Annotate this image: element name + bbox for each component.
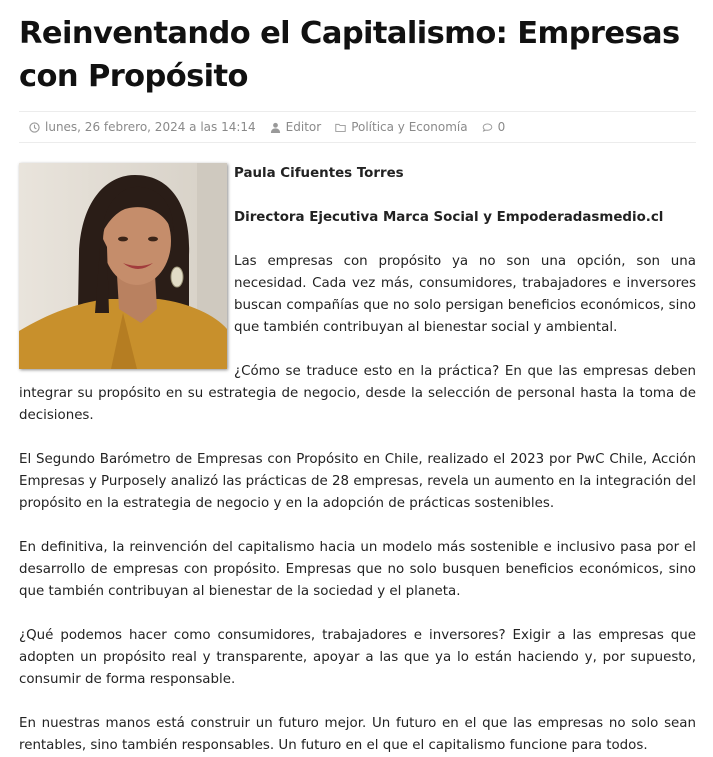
meta-category-link[interactable]: Política y Economía [351, 120, 468, 134]
meta-comments-link[interactable]: 0 [497, 120, 506, 134]
article-meta [19, 111, 696, 143]
author-photo [19, 163, 227, 369]
paragraph: En definitiva, la reinvención del capitalismo hacia un modelo más sostenible e inclusivo pasa por el desarrollo de empresas con propósito. Empresas que no solo busquen beneficios económicos, sino que también contribuyan al bienestar de la sociedad y el planeta. [19, 540, 696, 599]
paragraph: Las empresas con propósito ya no son una opción, son una necesidad. Cada vez más, consumidores, trabajadores e inversores buscan compañías que no solo persigan beneficios económicos, sino que también contribuyan al bienestar social y ambiental. [234, 254, 696, 335]
paragraph: ¿Qué podemos hacer como consumidores, trabajadores e inversores? Exigir a las empresas que adopten un propósito real y transparente, apoyar a las que ya lo están haciendo y, por supuesto, consumir de forma responsable. [19, 628, 696, 687]
meta-date-text: lunes, 26 febrero, 2024 a las 14:14 [45, 120, 256, 134]
folder-icon [335, 122, 346, 133]
paragraph: En nuestras manos está construir un futuro mejor. Un futuro en el que las empresas no solo sean rentables, sino también responsables. Un futuro en el que el capitalismo funcione para todos. [19, 716, 696, 753]
meta-author[interactable] [270, 120, 322, 134]
meta-date [29, 120, 256, 134]
meta-category[interactable] [335, 120, 467, 134]
user-icon [270, 122, 281, 133]
meta-comments[interactable] [482, 120, 506, 134]
meta-author-link[interactable]: Editor [285, 120, 322, 134]
clock-icon [29, 122, 40, 133]
article-title: Reinventando el Capitalismo: Empresas con Propósito [19, 16, 680, 94]
author-role: Directora Ejecutiva Marca Social y Empoderadasmedio.cl [234, 210, 664, 225]
comment-icon [482, 122, 493, 133]
article-body [19, 163, 696, 757]
author-name: Paula Cifuentes Torres [234, 166, 404, 181]
paragraph: ¿Cómo se traduce esto en la práctica? En que las empresas deben integrar su propósito en su estrategia de negocio, desde la selección de personal hasta la toma de decisiones. [19, 364, 696, 423]
paragraph: El Segundo Barómetro de Empresas con Propósito en Chile, realizado el 2023 por PwC Chile, Acción Empresas y Purposely analizó las prácticas de 28 empresas, revela un aumento en la integración del propósito en la estrategia de negocio y en la adopción de prácticas sostenibles. [19, 452, 696, 511]
